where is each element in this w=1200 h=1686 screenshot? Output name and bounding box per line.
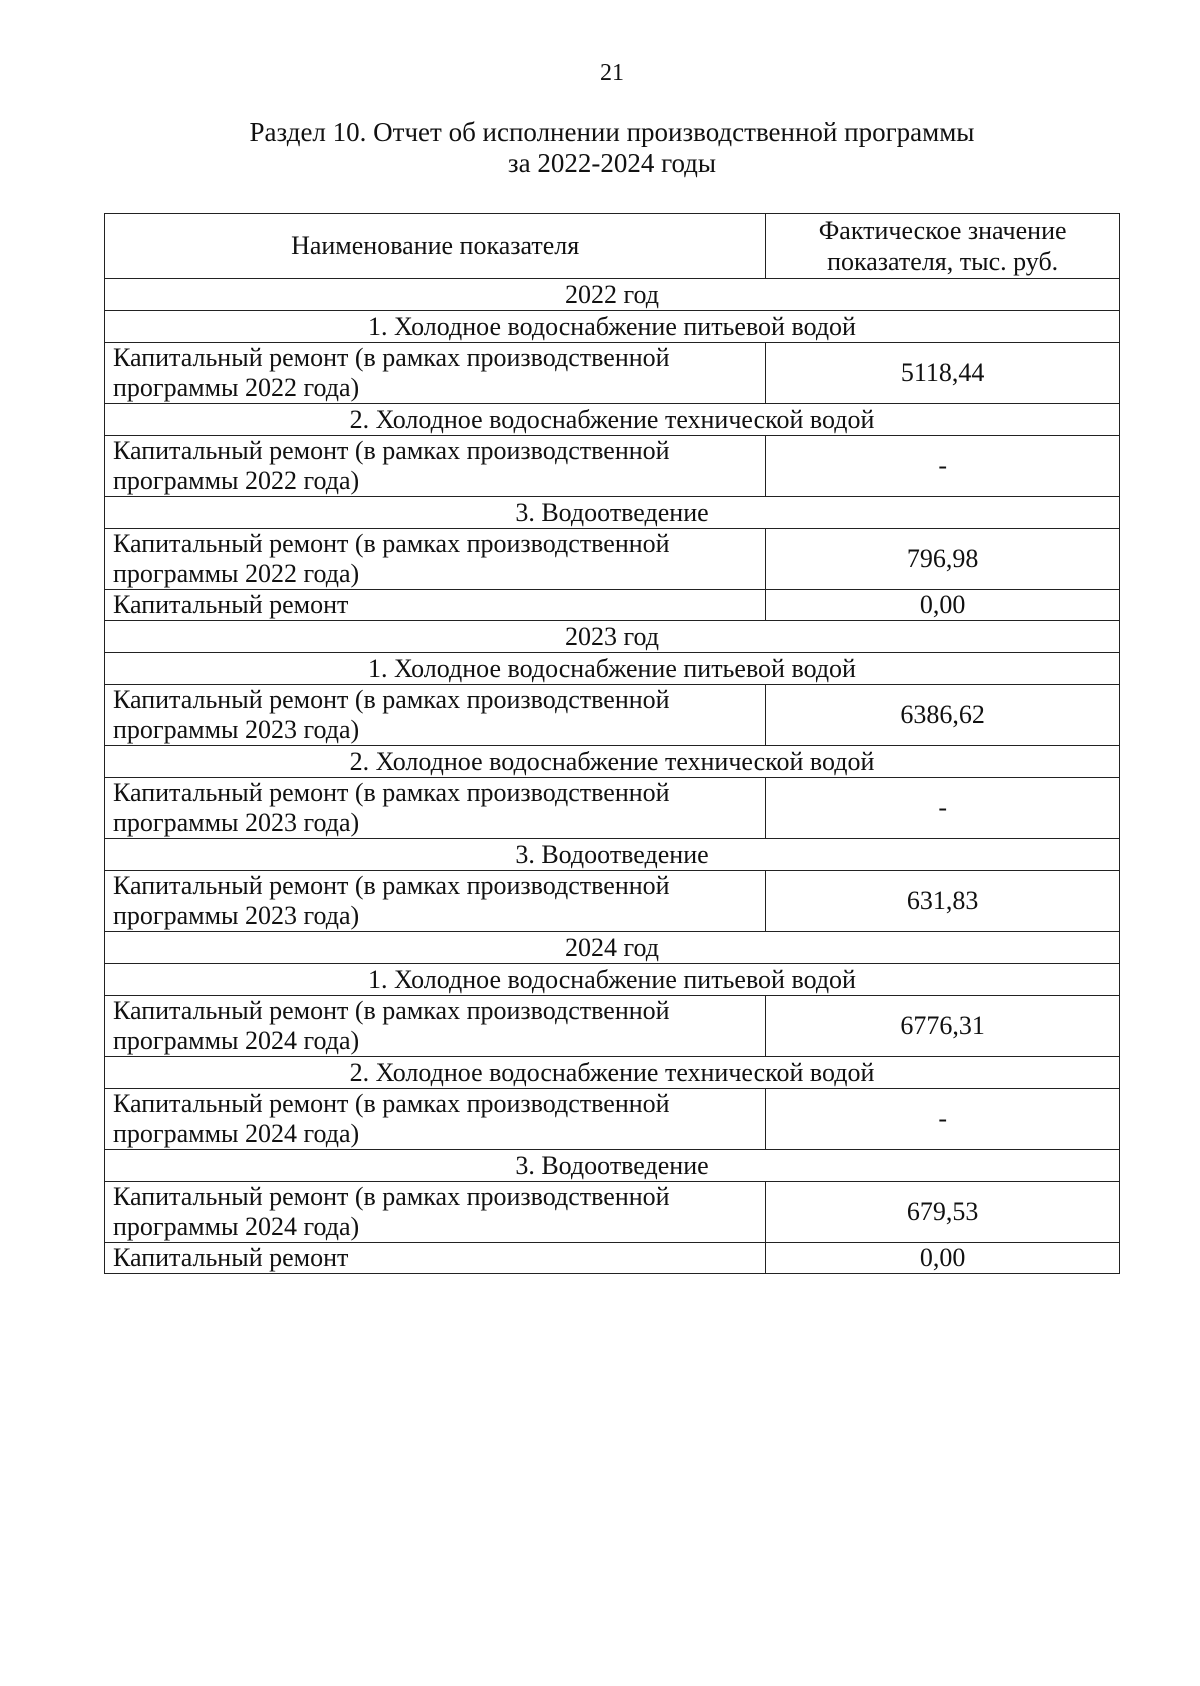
indicator-value: 5118,44 (766, 343, 1120, 404)
indicator-name (105, 996, 766, 1057)
indicator-value: - (766, 778, 1120, 839)
indicator-name-line-1: Капитальный ремонт (в рамках производственной (113, 871, 670, 900)
section-title: 2. Холодное водоснабжение технической водой (105, 1057, 1120, 1089)
table-row (105, 1243, 1120, 1274)
indicator-name-line-2: программы 2022 года) (113, 373, 360, 402)
indicator-name-line-1: Капитальный ремонт (в рамках производственной (113, 685, 670, 714)
heading-line-1: Раздел 10. Отчет об исполнении производственной программы (249, 117, 975, 147)
section-row (105, 964, 1120, 996)
section-row (105, 1150, 1120, 1182)
heading-line-2: за 2022-2024 годы (507, 148, 717, 178)
indicator-name-line-2: программы 2024 года) (113, 1026, 360, 1055)
column-header-value-line-1: Фактическое значение (818, 216, 1067, 245)
indicator-name (105, 590, 766, 621)
section-row (105, 746, 1120, 778)
section-row (105, 839, 1120, 871)
indicator-name-line-1: Капитальный ремонт (в рамках производственной (113, 778, 670, 807)
table-row (105, 1089, 1120, 1150)
indicator-value: 679,53 (766, 1182, 1120, 1243)
section-title: 2. Холодное водоснабжение технической водой (105, 404, 1120, 436)
indicator-value: 6776,31 (766, 996, 1120, 1057)
section-title: 1. Холодное водоснабжение питьевой водой (105, 653, 1120, 685)
table-header-row (105, 214, 1120, 279)
indicator-value: 631,83 (766, 871, 1120, 932)
year-title: 2024 год (105, 932, 1120, 964)
indicator-name-line-2: программы 2022 года) (113, 559, 360, 588)
indicator-name-line-1: Капитальный ремонт (113, 1243, 349, 1272)
indicator-value: 0,00 (766, 590, 1120, 621)
section-title: 2. Холодное водоснабжение технической водой (105, 746, 1120, 778)
indicator-name-line-1: Капитальный ремонт (в рамках производственной (113, 436, 670, 465)
indicator-name (105, 778, 766, 839)
table-row (105, 436, 1120, 497)
table-row (105, 871, 1120, 932)
section-title: 3. Водоотведение (105, 839, 1120, 871)
indicator-name (105, 1089, 766, 1150)
indicator-name (105, 871, 766, 932)
report-table (104, 213, 1120, 1274)
indicator-name (105, 529, 766, 590)
section-title: 1. Холодное водоснабжение питьевой водой (105, 964, 1120, 996)
indicator-name-line-1: Капитальный ремонт (в рамках производственной (113, 1182, 670, 1211)
indicator-name-line-2: программы 2023 года) (113, 715, 360, 744)
table-row (105, 590, 1120, 621)
indicator-name-line-1: Капитальный ремонт (113, 590, 349, 619)
section-heading (0, 117, 1200, 179)
section-row (105, 497, 1120, 529)
table-row (105, 778, 1120, 839)
indicator-name (105, 436, 766, 497)
column-header-value-line-2: показателя, тыс. руб. (827, 247, 1059, 276)
indicator-value: - (766, 436, 1120, 497)
indicator-value: 6386,62 (766, 685, 1120, 746)
table-row (105, 685, 1120, 746)
table-row (105, 529, 1120, 590)
indicator-name (105, 1182, 766, 1243)
year-row (105, 932, 1120, 964)
section-title: 3. Водоотведение (105, 1150, 1120, 1182)
year-row (105, 279, 1120, 311)
indicator-name (105, 1243, 766, 1274)
table-row (105, 1182, 1120, 1243)
indicator-name-line-1: Капитальный ремонт (в рамках производственной (113, 996, 670, 1025)
indicator-name (105, 685, 766, 746)
year-title: 2022 год (105, 279, 1120, 311)
indicator-name-line-2: программы 2023 года) (113, 808, 360, 837)
page-number: 21 (600, 60, 624, 86)
column-header-value (766, 214, 1120, 279)
indicator-name-line-2: программы 2024 года) (113, 1119, 360, 1148)
section-title: 1. Холодное водоснабжение питьевой водой (105, 311, 1120, 343)
section-title: 3. Водоотведение (105, 497, 1120, 529)
indicator-name-line-2: программы 2022 года) (113, 466, 360, 495)
indicator-name-line-1: Капитальный ремонт (в рамках производственной (113, 343, 670, 372)
indicator-value: - (766, 1089, 1120, 1150)
indicator-name-line-1: Капитальный ремонт (в рамках производственной (113, 1089, 670, 1118)
indicator-name (105, 343, 766, 404)
section-row (105, 404, 1120, 436)
section-row (105, 311, 1120, 343)
column-header-name: Наименование показателя (105, 214, 766, 279)
indicator-value: 796,98 (766, 529, 1120, 590)
year-title: 2023 год (105, 621, 1120, 653)
table-body (105, 279, 1120, 1274)
year-row (105, 621, 1120, 653)
section-row (105, 1057, 1120, 1089)
indicator-name-line-2: программы 2023 года) (113, 901, 360, 930)
indicator-name-line-2: программы 2024 года) (113, 1212, 360, 1241)
section-row (105, 653, 1120, 685)
indicator-value: 0,00 (766, 1243, 1120, 1274)
table-row (105, 343, 1120, 404)
table-row (105, 996, 1120, 1057)
indicator-name-line-1: Капитальный ремонт (в рамках производственной (113, 529, 670, 558)
